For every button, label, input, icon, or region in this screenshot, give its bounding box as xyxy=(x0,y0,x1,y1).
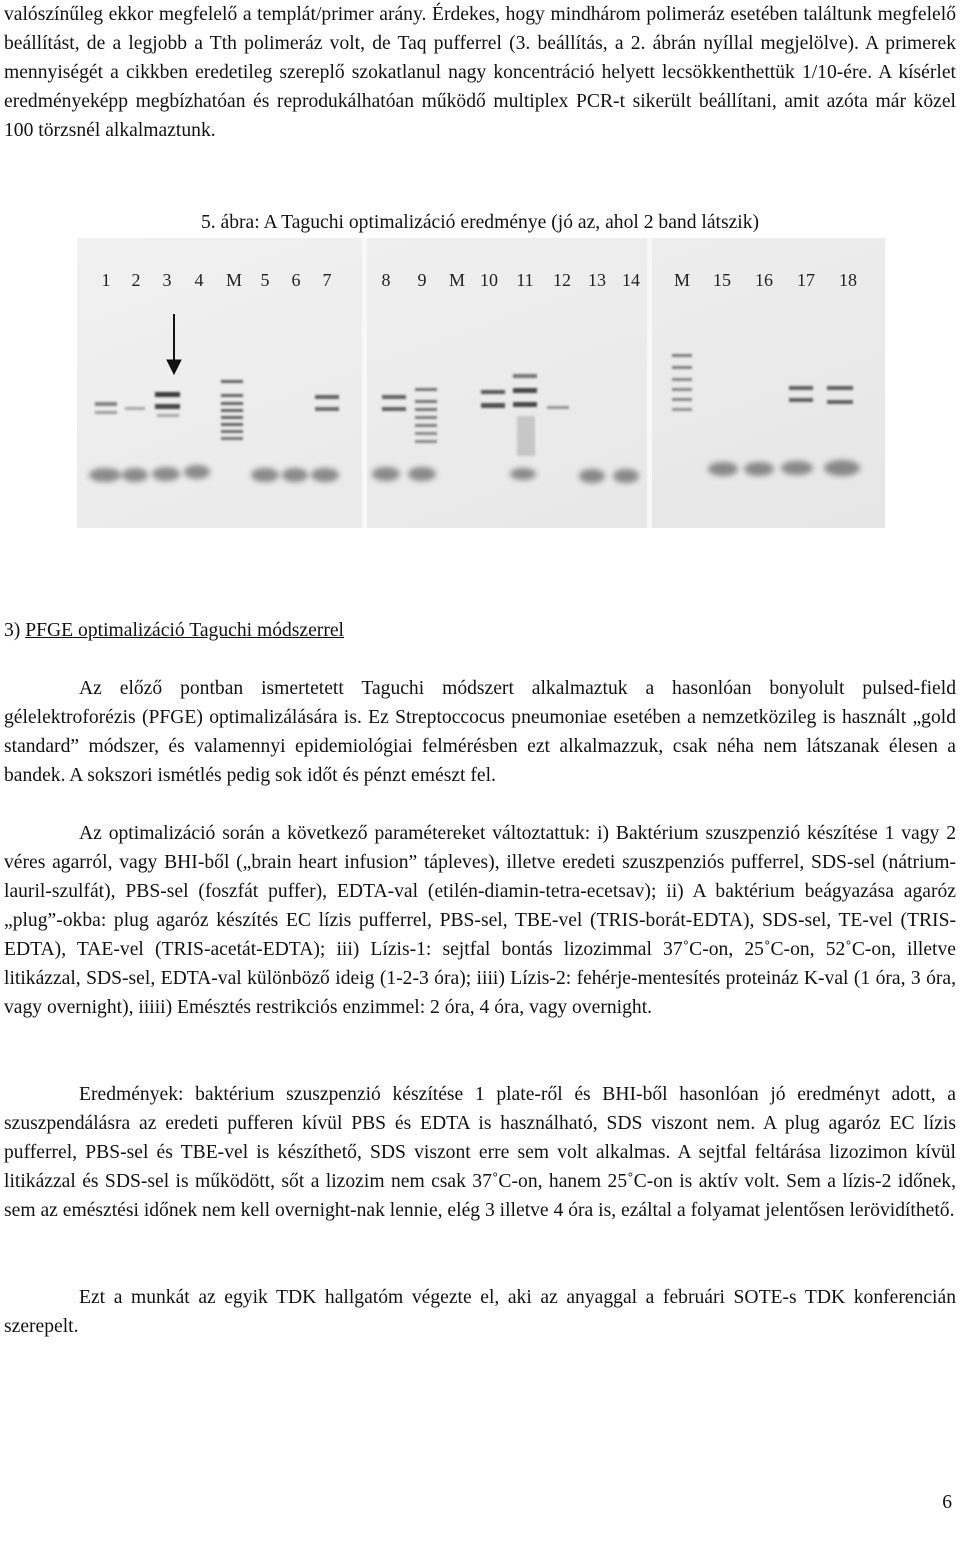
lane-label: 7 xyxy=(322,270,332,290)
lane-label: 2 xyxy=(131,270,141,290)
lane-label: 12 xyxy=(553,270,571,290)
section-heading xyxy=(4,616,344,645)
lane-label: 6 xyxy=(291,270,301,290)
body-paragraph: Ezt a munkát az egyik TDK hallgatóm végezte el, aki az anyaggal a februári SOTE-s TDK konferencián szerepelt. xyxy=(4,1287,956,1337)
body-paragraph: Az optimalizáció során a következő paramétereket változtattuk: i) Baktérium szuszpenzió készítése 1 vagy 2 véres agarról, vagy BHI-ből („brain heart infusion” tápleves), illetve eredeti szuszpenziós pufferrel, SDS-sel (nátrium-lauril-szulfát), PBS-sel (foszfát puffer), EDTA-val (etilén-diamin-tetra-ecetsav); ii) A baktérium beágyazása agaróz „plug”-okba: plug agaróz készítés EC lízis pufferrel, PBS-sel, TBE-vel (TRIS-borát-EDTA), SDS-sel, TE-vel (TRIS-EDTA), TAE-vel (TRIS-acetát-EDTA); iii) Lízis-1: sejtfal bontás lizozimmal 37˚C-on, 25˚C-on, 52˚C-on, illetve litikázzal, SDS-sel, EDTA-val különböző ideig (1-2-3 óra); iiii) Lízis-2: fehérje-mentesítés proteináz K-val (1 óra, 3 óra, vagy overnight), iiiii) Emésztés restrikciós enzimmel: 2 óra, 4 óra, vagy overnight. xyxy=(4,823,956,1018)
lane-label: M xyxy=(225,270,243,290)
lane-label: 13 xyxy=(588,270,606,290)
lane-label: 18 xyxy=(839,270,857,290)
intro-paragraph: valószínűleg ekkor megfelelő a templát/primer arány. Érdekes, hogy mindhárom polimeráz esetében találtunk megfelelő beállítást, de a legjobb a Tth polimeráz volt, de Taq pufferrel (3. beállítás, a 2. ábrán nyíllal megjelölve). A primerek mennyiségét a cikkben eredetileg szereplő szokatlanul nagy koncentráció helyett lecsökkenthettük 1/10-ére. A kísérlet eredményeképp megbízhatóan és reprodukálhatóan működő multiplex PCR-t sikerült beállítani, amit azóta már közel 100 törzsnél alkalmaztunk. xyxy=(4,4,956,141)
section-number: 3) xyxy=(4,620,21,641)
body-paragraph: Eredmények: baktérium szuszpenzió készítése 1 plate-ről és BHI-ből hasonlóan jó eredményt adott, a szuszpendálásra az eredeti pufferen kívül PBS és EDTA is használható, SDS viszont nem. A plug agaróz EC lízis pufferrel, PBS-sel és TBE-vel is készíthető, SDS viszont erre sem volt alkalmas. A sejtfal feltárása lizozimon kívül litikázzal és SDS-sel is működött, sőt a lizozim nem csak 37˚C-on, hanem 25˚C-on is aktív volt. Sem a lízis-2 időnek, sem az emésztési időnek nem kell overnight-nak lennie, elég 3 illetve 4 óra is, ezáltal a folyamat jelentősen lerövidíthető. xyxy=(4,1084,956,1221)
lane-label: 11 xyxy=(516,270,534,290)
lane-label: 17 xyxy=(797,270,815,290)
lane-label: 4 xyxy=(194,270,204,290)
section-title: PFGE optimalizáció Taguchi módszerrel xyxy=(25,620,344,641)
lane-label: 10 xyxy=(480,270,498,290)
lane-label: 15 xyxy=(713,270,731,290)
lane-label: 9 xyxy=(417,270,427,290)
lane-label: 5 xyxy=(260,270,270,290)
lane-label: 16 xyxy=(755,270,773,290)
body-paragraph: Az előző pontban ismertetett Taguchi módszert alkalmaztuk a hasonlóan bonyolult pulsed-field gélelektroforézis (PFGE) optimalizálására is. Ez Streptoccocus pneumoniae esetében a nemzetközileg is használt „gold standard” módszer, és valamennyi epidemiológiai felmérésben ezt alkalmazzuk, csak néha nem látszanak élesen a bandek. A sokszori ismétlés pedig sok időt és pénzt emészt fel. xyxy=(4,678,956,786)
lane-label: 14 xyxy=(622,270,640,290)
page-number: 6 xyxy=(942,1492,952,1513)
lane-label: M xyxy=(448,270,466,290)
lane-label: 3 xyxy=(162,270,172,290)
lane-label: M xyxy=(673,270,691,290)
figure-caption: 5. ábra: A Taguchi optimalizáció eredménye (jó az, ahol 2 band látszik) xyxy=(200,212,760,233)
lane-label: 8 xyxy=(381,270,391,290)
lane-label: 1 xyxy=(101,270,111,290)
